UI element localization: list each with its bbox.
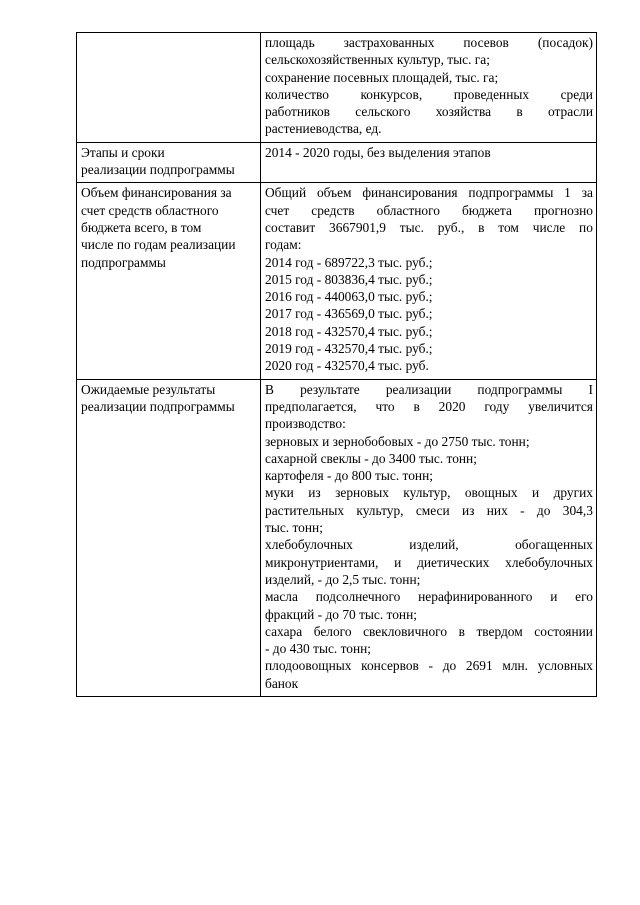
content-line <box>265 398 593 415</box>
content-line <box>265 184 593 201</box>
content-line: 2020 год - 432570,4 тыс. руб. <box>265 358 429 374</box>
label-line: числе по годам реализации <box>81 237 236 253</box>
content-word: за <box>581 185 593 201</box>
content-word: конкурсов, <box>360 86 423 102</box>
subprogram-passport-table <box>76 32 597 697</box>
content-word: проведенных <box>453 86 530 102</box>
content-word: зерновых <box>335 485 389 501</box>
content-word: культур, <box>403 485 451 501</box>
content-word: работников <box>265 104 330 120</box>
content-line: изделий, - до 2,5 тыс. тонн; <box>265 571 421 587</box>
row-content-cell <box>261 142 597 183</box>
label-line: реализации подпрограммы <box>81 162 235 178</box>
content-word: подпрограммы <box>477 381 563 397</box>
content-word: изделий, <box>409 537 459 553</box>
label-line: Ожидаемые результаты <box>81 381 216 397</box>
label-line: реализации подпрограммы <box>81 398 235 414</box>
content-word: руб., <box>437 219 465 235</box>
content-line: производство: <box>265 416 346 432</box>
content-line <box>265 502 593 519</box>
content-line: картофеля - до 800 тыс. тонн; <box>265 468 433 484</box>
row-content-cell <box>261 379 597 696</box>
content-line: 2016 год - 440063,0 тыс. руб.; <box>265 289 433 305</box>
content-line: фракций - до 70 тыс. тонн; <box>265 606 417 622</box>
content-word: по <box>579 219 593 235</box>
content-word: застрахованных <box>343 35 435 50</box>
content-word: подсолнечного <box>315 589 401 605</box>
content-word: количество <box>265 86 329 102</box>
content-word: результате <box>300 381 360 397</box>
passport-table-body <box>77 33 597 697</box>
content-word: среди <box>560 86 593 102</box>
content-word: диетических <box>417 554 490 570</box>
row-label-cell <box>77 33 261 143</box>
content-word: числе <box>532 219 566 235</box>
row-content-cell <box>261 183 597 379</box>
row-label-cell <box>77 142 261 183</box>
content-line <box>265 34 593 51</box>
content-line <box>265 554 593 571</box>
content-word: I <box>588 381 593 397</box>
content-word: средств <box>311 202 355 218</box>
content-word: в <box>478 219 485 235</box>
content-word: из <box>308 485 321 501</box>
content-word: В <box>265 381 274 397</box>
content-word: областного <box>376 202 440 218</box>
content-word: посевов <box>463 35 509 50</box>
content-word: до <box>536 502 551 518</box>
content-word: культур, <box>356 502 404 518</box>
content-word: составит <box>265 219 316 235</box>
content-word: консервов <box>361 658 419 674</box>
content-line <box>265 588 593 605</box>
content-word: счет <box>265 202 290 218</box>
content-word: тыс. <box>399 219 424 235</box>
content-word: муки <box>265 485 294 501</box>
content-word: - <box>428 658 433 674</box>
content-word: площадь <box>265 35 315 50</box>
content-word: свекловичного <box>363 623 448 639</box>
content-line: 2014 год - 689722,3 тыс. руб.; <box>265 254 433 270</box>
content-word: что <box>375 398 395 414</box>
content-word: смеси <box>415 502 450 518</box>
content-line: - до 430 тыс. тонн; <box>265 641 372 657</box>
table-row <box>77 33 597 143</box>
content-word: 2020 <box>438 398 466 414</box>
content-line <box>265 202 593 219</box>
content-word: 1 <box>564 185 571 201</box>
label-line: подпрограммы <box>81 254 166 270</box>
content-line <box>265 219 593 236</box>
content-line: сахарной свеклы - до 3400 тыс. тонн; <box>265 450 477 466</box>
content-word: масла <box>265 589 298 605</box>
content-word: бюджета <box>461 202 512 218</box>
row-label-cell <box>77 379 261 696</box>
row-label-cell <box>77 183 261 379</box>
content-word: условных <box>537 658 593 674</box>
content-line: 2014 - 2020 годы, без выделения этапов <box>265 144 491 160</box>
label-line: Объем финансирования за <box>81 185 232 201</box>
content-line: 2015 год - 803836,4 тыс. руб.; <box>265 271 433 287</box>
content-word: других <box>553 485 593 501</box>
content-word: хлебобулочных <box>505 554 593 570</box>
content-line: растениеводства, ед. <box>265 121 382 137</box>
content-line <box>265 86 593 103</box>
content-word: в <box>458 623 465 639</box>
content-line <box>265 623 593 640</box>
content-line: 2019 год - 432570,4 тыс. руб.; <box>265 341 433 357</box>
content-word: Общий <box>265 185 307 201</box>
row-content-cell <box>261 33 597 143</box>
table-row <box>77 379 597 696</box>
content-word: сахара <box>265 623 303 639</box>
content-word: том <box>498 219 519 235</box>
content-word: плодоовощных <box>265 658 352 674</box>
content-word: и <box>394 554 402 570</box>
content-word: увеличится <box>528 398 593 414</box>
content-word: твердом <box>476 623 523 639</box>
content-word: до <box>442 658 457 674</box>
content-line: тыс. тонн; <box>265 520 323 536</box>
content-word: растительных <box>265 502 345 518</box>
content-word: (посадок) <box>537 35 593 50</box>
table-row <box>77 183 597 379</box>
content-word: в <box>413 398 420 414</box>
content-word: отрасли <box>548 104 593 120</box>
content-word: овощных <box>464 485 518 501</box>
content-word: подпрограммы <box>468 185 554 201</box>
content-word: и <box>532 485 540 501</box>
content-word: прогнозно <box>533 202 593 218</box>
content-line <box>265 536 593 553</box>
label-line: счет средств областного <box>81 202 219 218</box>
content-line: годам: <box>265 237 302 253</box>
content-word: и <box>550 589 558 605</box>
content-word: реализации <box>385 381 452 397</box>
content-line: сохранение посевных площадей, тыс. га; <box>265 69 499 85</box>
content-word: его <box>575 589 593 605</box>
content-word: сельского <box>355 104 411 120</box>
content-word: млн. <box>502 658 529 674</box>
content-word: нерафинированного <box>418 589 533 605</box>
content-word: 2691 <box>465 658 493 674</box>
content-line: банок <box>265 675 299 691</box>
content-line: зерновых и зернобобовых - до 2750 тыс. тонн; <box>265 433 530 449</box>
content-word: году <box>484 398 510 414</box>
label-line: Этапы и сроки <box>81 144 165 160</box>
content-line <box>265 381 593 398</box>
content-line <box>265 657 593 674</box>
content-word: предполагается, <box>265 398 357 414</box>
content-word: финансирования <box>362 185 458 201</box>
content-line: сельскохозяйственных культур, тыс. га; <box>265 52 490 68</box>
content-word: микронутриентами, <box>265 554 379 570</box>
content-word: 304,3 <box>562 502 593 518</box>
table-row <box>77 142 597 183</box>
content-line <box>265 484 593 501</box>
content-word: них <box>486 502 508 518</box>
content-word: объем <box>316 185 352 201</box>
label-line: бюджета всего, в том <box>81 219 202 235</box>
content-word: состоянии <box>534 623 593 639</box>
content-word: в <box>516 104 523 120</box>
content-word: хозяйства <box>435 104 492 120</box>
content-word: хлебобулочных <box>265 537 353 553</box>
content-line: 2017 год - 436569,0 тыс. руб.; <box>265 306 433 322</box>
content-word: 3667901,9 <box>329 219 386 235</box>
content-line <box>265 103 593 120</box>
content-word: - <box>520 502 525 518</box>
content-word: белого <box>313 623 352 639</box>
content-line: 2018 год - 432570,4 тыс. руб.; <box>265 323 433 339</box>
content-word: обогащенных <box>515 537 593 553</box>
content-word: из <box>461 502 475 518</box>
